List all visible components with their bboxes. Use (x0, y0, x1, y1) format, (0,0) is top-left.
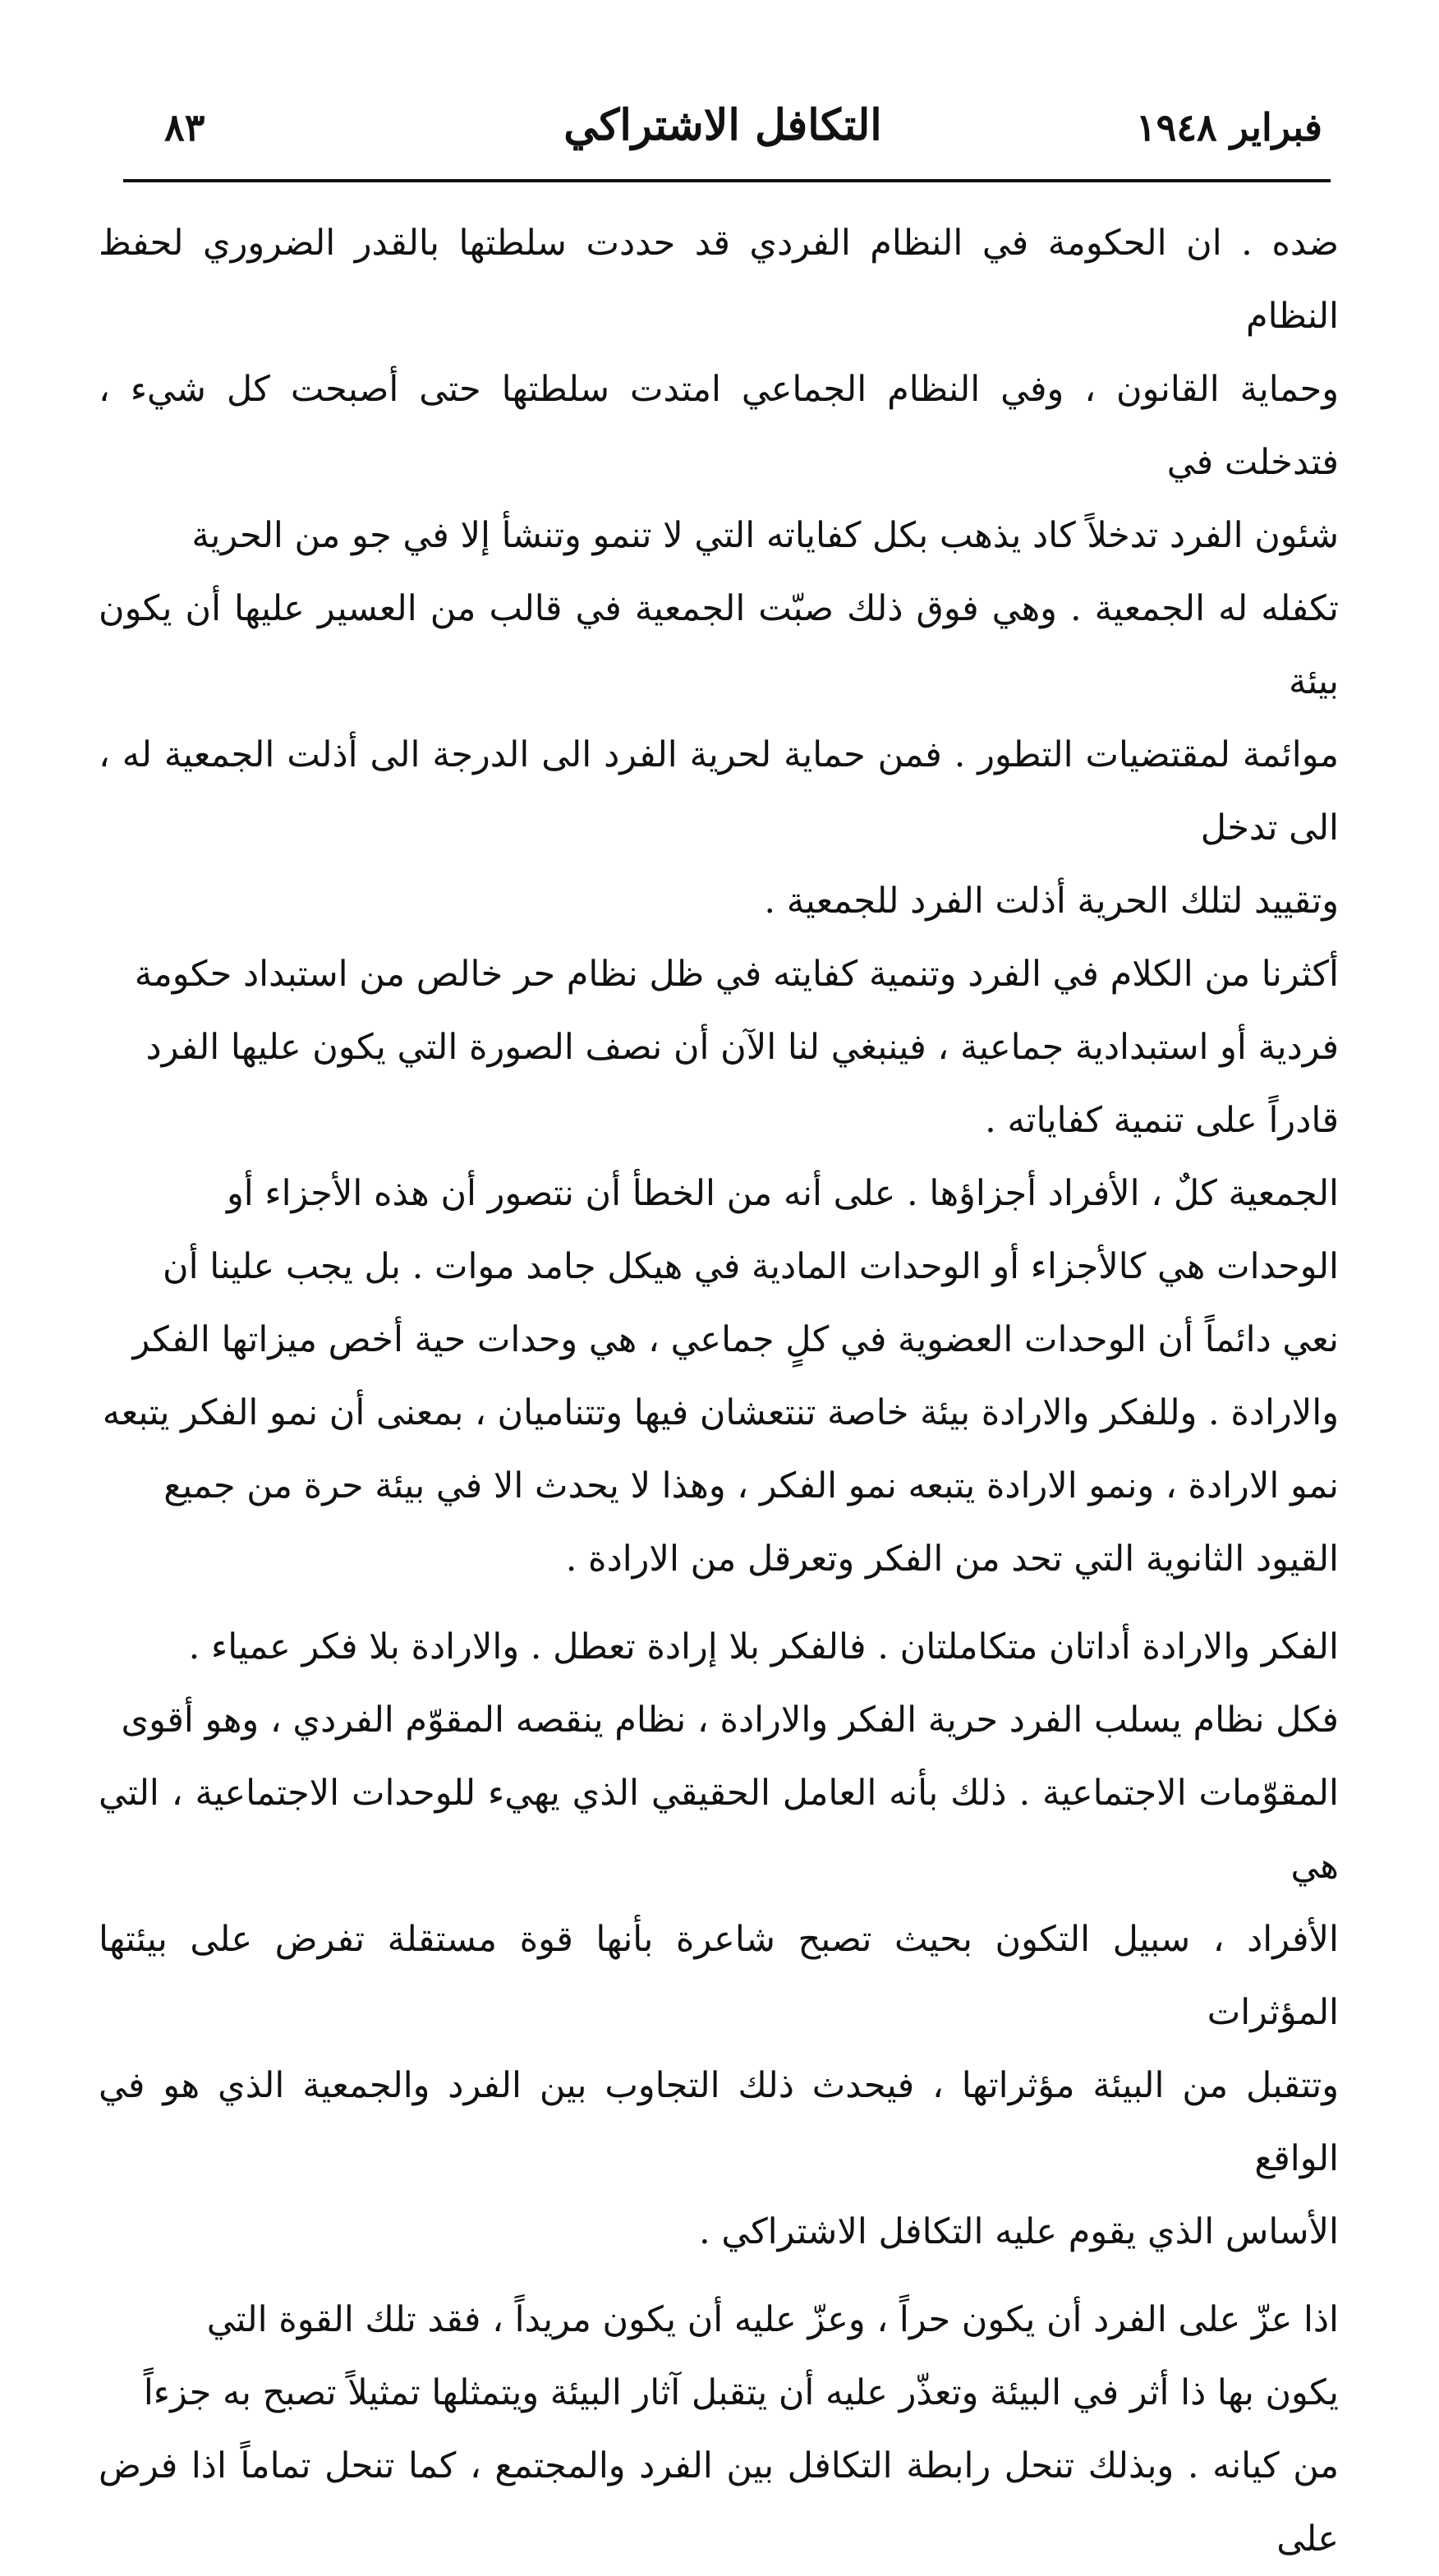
paragraph (99, 1611, 1339, 2269)
text-line: أكثرنا من الكلام في الفرد وتنمية كفايته في ظل نظام حر خالص من استبداد حكومة (134, 954, 1339, 995)
text-line: ضده . ان الحكومة في النظام الفردي قد حددت سلطتها بالقدر الضروري لحفظ النظام (99, 223, 1339, 337)
text-line: وتقييد لتلك الحرية أذلت الفرد للجمعية . (764, 881, 1339, 922)
text-line: الأفراد ، سبيل التكون بحيث تصبح شاعرة بأنها قوة مستقلة تفرض على بيئتها المؤثرات (99, 1919, 1339, 2033)
text-line: الجمعية كلٌ ، الأفراد أجزاؤها . على أنه من الخطأ أن نتصور أن هذه الأجزاء أو (227, 1173, 1339, 1214)
text-line: اذا عزّ على الفرد أن يكون حراً ، وعزّ عليه أن يكون مريداً ، فقد تلك القوة التي (206, 2299, 1339, 2340)
paragraph (99, 2284, 1339, 2576)
text-line: موائمة لمقتضيات التطور . فمن حماية لحرية الفرد الى الدرجة الى أذلت الجمعية له ، الى تدخل (99, 734, 1339, 849)
text-line: قادراً على تنمية كفاياته . (985, 1100, 1339, 1141)
text-line: والارادة . وللفكر والارادة بيئة خاصة تنتعشان فيها وتتناميان ، بمعنى أن نمو الفكر يتبعه (102, 1392, 1339, 1433)
text-line: الوحدات هي كالأجزاء أو الوحدات المادية في هيكل جامد موات . بل يجب علينا أن (163, 1246, 1339, 1287)
text-line: الأساس الذي يقوم عليه التكافل الاشتراكي . (699, 2211, 1339, 2252)
header-rule (123, 179, 1331, 182)
paragraph (99, 1157, 1339, 1596)
issue-date: فبراير ١٩٤٨ (1135, 105, 1322, 150)
text-line: يكون بها ذا أثر في البيئة وتعذّر عليه أن يتقبل آثار البيئة ويتمثلها تمثيلاً تصبح به جزءاً (143, 2372, 1339, 2413)
paragraph (99, 938, 1339, 1157)
page-number: ٨٣ (164, 105, 205, 150)
text-line: فكل نظام يسلب الفرد حرية الفكر والارادة ، نظام ينقصه المقوّم الفردي ، وهو أقوى (121, 1700, 1339, 1741)
text-line: وتتقبل من البيئة مؤثراتها ، فيحدث ذلك التجاوب بين الفرد والجمعية الذي هو في الواقع (99, 2065, 1339, 2179)
text-line: وحماية القانون ، وفي النظام الجماعي امتدت سلطتها حتى أصبحت كل شيء ، فتدخلت في (99, 369, 1339, 483)
text-line: القيود الثانوية التي تحد من الفكر وتعرقل من الارادة . (565, 1539, 1339, 1580)
running-title: التكافل الاشتراكي (563, 100, 882, 150)
text-line: نمو الارادة ، ونمو الارادة يتبعه نمو الفكر ، وهذا لا يحدث الا في بيئة حرة من جميع (163, 1465, 1339, 1506)
text-line: تكفله له الجمعية . وهي فوق ذلك صبّت الجمعية في قالب من العسير عليها أن يكون بيئة (99, 588, 1339, 702)
text-line: شئون الفرد تدخلاً كاد يذهب بكل كفاياته التي لا تنمو وتنشأ إلا في جو من الحرية (191, 515, 1339, 556)
text-line: الفكر والارادة أداتان متكاملتان . فالفكر بلا إرادة تعطل . والارادة بلا فكر عمياء . (188, 1626, 1339, 1668)
page-header (123, 97, 1322, 172)
text-line: من كيانه . وبذلك تنحل رابطة التكافل بين الفرد والمجتمع ، كما تنحل تماماً اذا فرض على (99, 2445, 1339, 2560)
text-line: المقوّمات الاجتماعية . ذلك بأنه العامل الحقيقي الذي يهيء للوحدات الاجتماعية ، التي هي (99, 1773, 1339, 1887)
body-text (99, 207, 1339, 2576)
text-line: نعي دائماً أن الوحدات العضوية في كلٍ جماعي ، هي وحدات حية أخص ميزاتها الفكر (132, 1319, 1339, 1360)
text-line: فردية أو استبدادية جماعية ، فينبغي لنا الآن أن نصف الصورة التي يكون عليها الفرد (145, 1027, 1339, 1068)
paragraph (99, 207, 1339, 938)
